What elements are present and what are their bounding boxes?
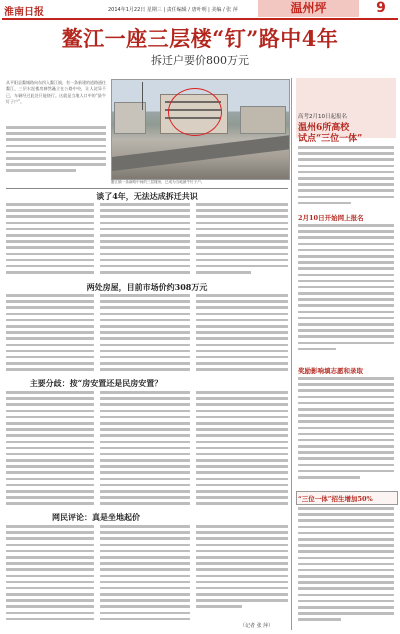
headline: 鳌江一座三层楼“钉”路中4年 (61, 26, 339, 51)
section-title-comments: 网民评论：真是坐地起价 (52, 512, 140, 522)
article-column-1c (6, 391, 94, 509)
article-column-1 (6, 203, 94, 279)
lead-paragraph: 从平阳县鳌城路向东拐入鳌江镇，有一条新建的道路通往鳌江，三层水泥楼房赫然矗立在公路中央，让人诧异不已，车辆经过此处只能绕行。这就是当地人口中的“最牛钉子户”。 (6, 80, 106, 104)
issue-info: 2014年1月22日 星期三 | 责任编辑 / 唐叶明 | 美编 / 张 萍 (108, 7, 238, 13)
article-column-3b (196, 294, 288, 374)
article-column-2b (100, 294, 190, 374)
sidebar-text-2 (298, 224, 394, 364)
sidebar-text-4 (298, 507, 394, 629)
sidebar-title-1: 温州6所高校 (298, 123, 350, 133)
highlight-circle (168, 88, 222, 136)
article-column-3c (196, 391, 288, 509)
page-number: 9 (376, 0, 386, 16)
article-column-2 (100, 203, 190, 279)
subheadline: 拆迁户要价800万元 (151, 54, 249, 67)
section-title-value: 两处房屋，目前市场价约308万元 (86, 282, 208, 292)
sidebar-kicker: 高考2月10日起报名 (298, 114, 347, 120)
photo-caption: 鳌江镇一条新路中间的三层楼房，已成为当地最牛钉子户。 (111, 180, 205, 184)
masthead-rule (2, 18, 398, 20)
article-column-2d (100, 525, 190, 629)
article-column-1d (6, 525, 94, 629)
section-title-dispute: 主要分歧：按“房安置还是民房安置？ (29, 378, 163, 388)
section-name: 温州坪 (258, 0, 359, 17)
sidebar-title-2: 试点“三位一体” (298, 134, 363, 144)
lead-text-block (6, 126, 106, 178)
article-column-2c (100, 391, 190, 509)
article-column-3 (196, 203, 288, 279)
sidebar-subtitle-increase: “三位一体”招生增加50% (298, 495, 373, 503)
article-column-3d (196, 525, 288, 621)
article-column-1b (6, 294, 94, 374)
section-divider (6, 188, 288, 189)
sidebar-text-1 (298, 146, 394, 210)
sidebar-divider (291, 78, 292, 630)
newspaper-logo: 淮南日报 (4, 7, 44, 18)
sidebar-subtitle-awards: 奖励影响填志愿和录取 (298, 367, 363, 375)
sidebar-text-3 (298, 377, 394, 489)
sidebar-subtitle-registration: 2月10日开始网上报名 (298, 214, 364, 222)
news-photo (111, 79, 290, 180)
section-title-talks: 谈了4年，无法达成拆迁共识 (96, 191, 198, 201)
byline: （记者 张 萍） (240, 623, 274, 629)
